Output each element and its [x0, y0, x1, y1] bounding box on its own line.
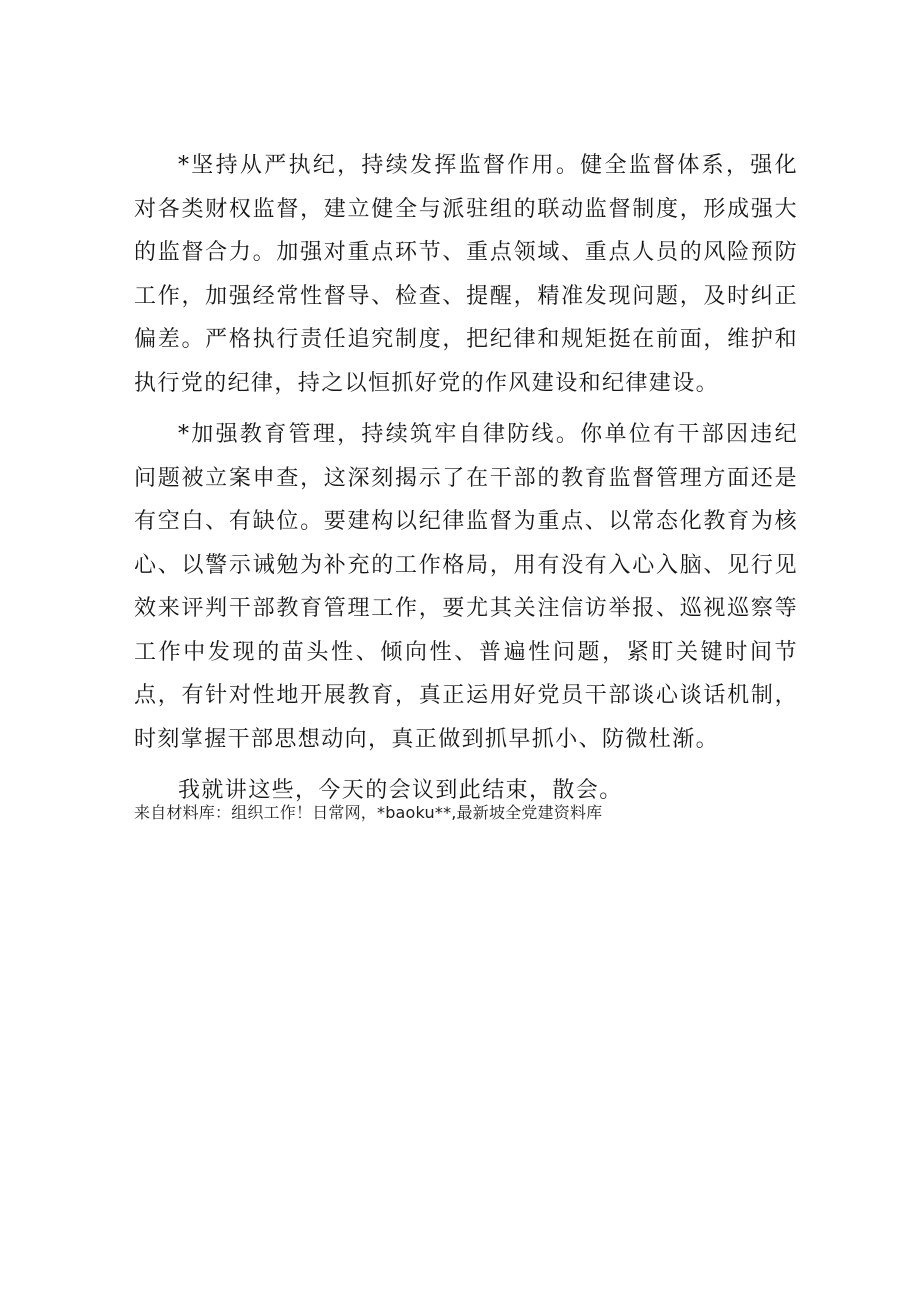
paragraph-education-management: *加强教育管理，持续筑牢自律防线。你单位有干部因违纪问题被立案申查，这深刻揭示了在干部的教育监督管理方面还是有空白、有缺位。要建构以纪律监督为重点、以常态化教育为核心、以警示诫勉为补充的工作格局，用有没有入心入脑、见行见效来评判干部教育管理工作，要尤其关注信访举报、巡视巡察等工作中发现的苗头性、倾向性、普遍性问题，紧盯关键时间节点，有针对性地开展教育，真正运用好党员干部谈心谈话机制，时刻掌握干部思想动向，真正做到抓早抓小、防微杜渐。: [134, 422, 798, 752]
paragraph-closing-remarks: 我就讲这些，今天的会议到此结束，散会。: [178, 778, 623, 803]
source-note: 来自材料库：组织工作！日常网，*baoku**,最新坡全党建资料库: [134, 803, 603, 822]
paragraph-discipline-supervision: *坚持从严执纪，持续发挥监督作用。健全监督体系，强化对各类财权监督，建立健全与派驻组的联动监督制度，形成强大的监督合力。加强对重点环节、重点领域、重点人员的风险预防工作，加强经常性督导、检查、提醒，精准发现问题，及时纠正偏差。严格执行责任追究制度，把纪律和规矩挺在前面，维护和执行党的纪律，持之以恒抓好党的作风建设和纪律建设。: [134, 153, 798, 396]
document-body: [134, 144, 798, 813]
